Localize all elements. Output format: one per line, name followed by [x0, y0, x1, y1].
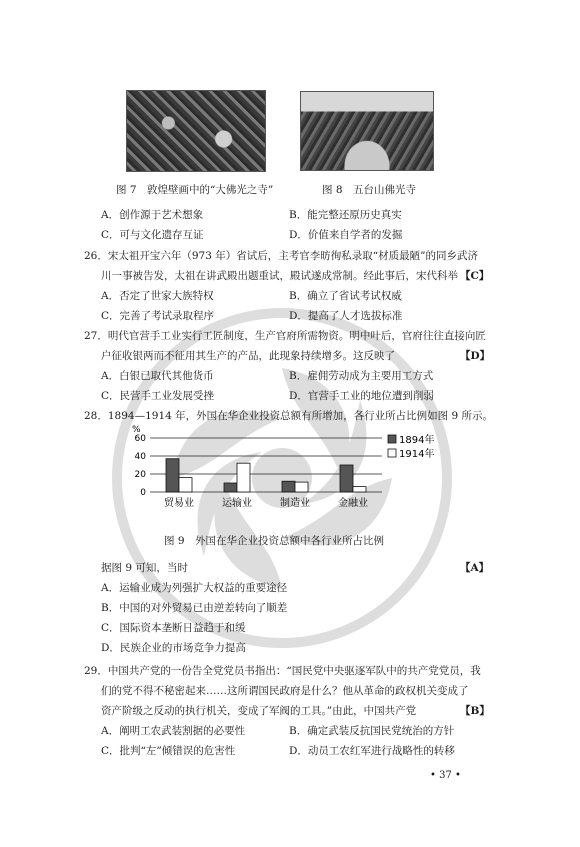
q27-option-b: B．雇佣劳动成为主要用工方式: [289, 370, 434, 382]
q27-stem-line2: 户征收银两而不征用其生产的产品，此现象持续增多。这反映了: [101, 350, 395, 362]
q29-option-a: A．阐明工农武装割据的必要性: [101, 725, 246, 737]
chart-bar-1914年: [295, 482, 308, 492]
figure-7-caption: 图 7 敦煌壁画中的“大佛光之寺”: [116, 184, 274, 196]
chart-bar-1914年: [237, 463, 250, 492]
figure-8-caption: 图 8 五台山佛光寺: [322, 184, 417, 196]
q26-option-b: B．确立了省试考试权威: [289, 290, 402, 302]
chart-category-label: 贸易业: [164, 498, 194, 509]
q29-stem-line2: 们的党不得不秘密起来……这所谓国民政府是什么？他从革命的政权机关变成了: [101, 685, 469, 697]
chart-bar-1894年: [282, 481, 295, 492]
q29-stem-line1: 29．中国共产党的一份告全党党员书指出：“国民党中央驱逐军队中的共产党党员，我: [84, 665, 481, 677]
q25-option-a: A．创作源于艺术想象: [101, 209, 204, 221]
q26-option-c: C．完善了考试录取程序: [101, 310, 215, 322]
chart-legend-swatch: [388, 435, 396, 443]
q28-option-c: C．国际资本垄断日益趋于和缓: [101, 622, 246, 634]
chart-category-label: 制造业: [280, 498, 310, 509]
chart-y-tick-label: 40: [134, 452, 146, 462]
q26-answer: 【C】: [460, 270, 490, 282]
foguang-temple-photo: [300, 91, 434, 171]
chart-bar-1914年: [179, 478, 192, 492]
q28-option-b: B．中国的对外贸易已由逆差转向了顺差: [101, 602, 288, 614]
chart-y-tick-label: 20: [134, 470, 146, 480]
q25-option-b: B．能完整还原历史真实: [289, 209, 402, 221]
q27-option-d: D．官营手工业的地位遭到削弱: [289, 390, 434, 402]
chart-y-tick-label: 0: [140, 488, 146, 498]
q27-answer: 【D】: [460, 350, 491, 362]
q29-option-b: B．确定武装反抗国民党统治的方针: [289, 725, 455, 737]
figure-9-chart: [128, 424, 458, 532]
dunhuang-mural-photo: [126, 90, 266, 172]
q26-stem-line1: 26．宋太祖开宝六年（973 年）省试后，主考官李昉徇私录取“材质最陋”的同乡武济: [84, 250, 478, 262]
q28-stem: 据图 9 可知，当时: [101, 562, 188, 574]
chart-bar-1894年: [224, 483, 237, 492]
chart-legend-label: 1914年: [399, 449, 435, 460]
q29-option-d: D．动员工农红军进行战略性的转移: [289, 745, 455, 757]
q25-option-c: C．可与文化遗存互证: [101, 229, 204, 241]
q29-stem-line3: 资产阶级之反动的执行机关，变成了军阀的工具。”由此，中国共产党: [101, 705, 417, 717]
chart-category-label: 金融业: [338, 498, 368, 509]
q25-option-d: D．价值来自学者的发掘: [289, 229, 403, 241]
chart-bar-1914年: [353, 487, 366, 492]
chart-bar-1894年: [340, 465, 353, 492]
q28-answer: 【A】: [460, 562, 490, 574]
q26-option-a: A．否定了世家大族特权: [101, 290, 214, 302]
chart-legend-label: 1894年: [399, 435, 435, 446]
chart-title: 图 9 外国在华企业投资总额中各行业所占比例: [164, 535, 385, 547]
q28-option-d: D．民族企业的市场竞争力提高: [101, 642, 246, 654]
q27-option-c: C．民营手工业发展受挫: [101, 390, 215, 402]
q27-option-a: A．白银已取代其他货币: [101, 370, 214, 382]
q27-stem-line1: 27．明代官营手工业实行工匠制度，生产官府所需物资。明中叶后，官府往往直接向匠: [84, 330, 486, 342]
q26-stem-line2: 川一事被告发，太祖在讲武殿出题重试，殿试遂成常制。经此事后，宋代科举: [101, 270, 458, 282]
q29-answer: 【B】: [460, 705, 490, 717]
q28-option-a: A．运输业成为列强扩大权益的重要途径: [101, 582, 288, 594]
page-number: • 37 •: [430, 770, 461, 781]
chart-y-tick-label: 60: [134, 434, 146, 444]
chart-bar-1894年: [166, 459, 179, 492]
chart-category-label: 运输业: [222, 498, 252, 509]
chart-legend-swatch: [388, 449, 396, 457]
q29-option-c: C．批判“左”倾错误的危害性: [101, 745, 236, 757]
chart-y-unit: %: [132, 425, 141, 435]
q28-stem-line1: 28．1894—1914 年，外国在华企业投资总额有所增加，各行业所占比例如图 9 所示。: [84, 410, 493, 422]
q26-option-d: D．提高了人才选拔标准: [289, 310, 403, 322]
